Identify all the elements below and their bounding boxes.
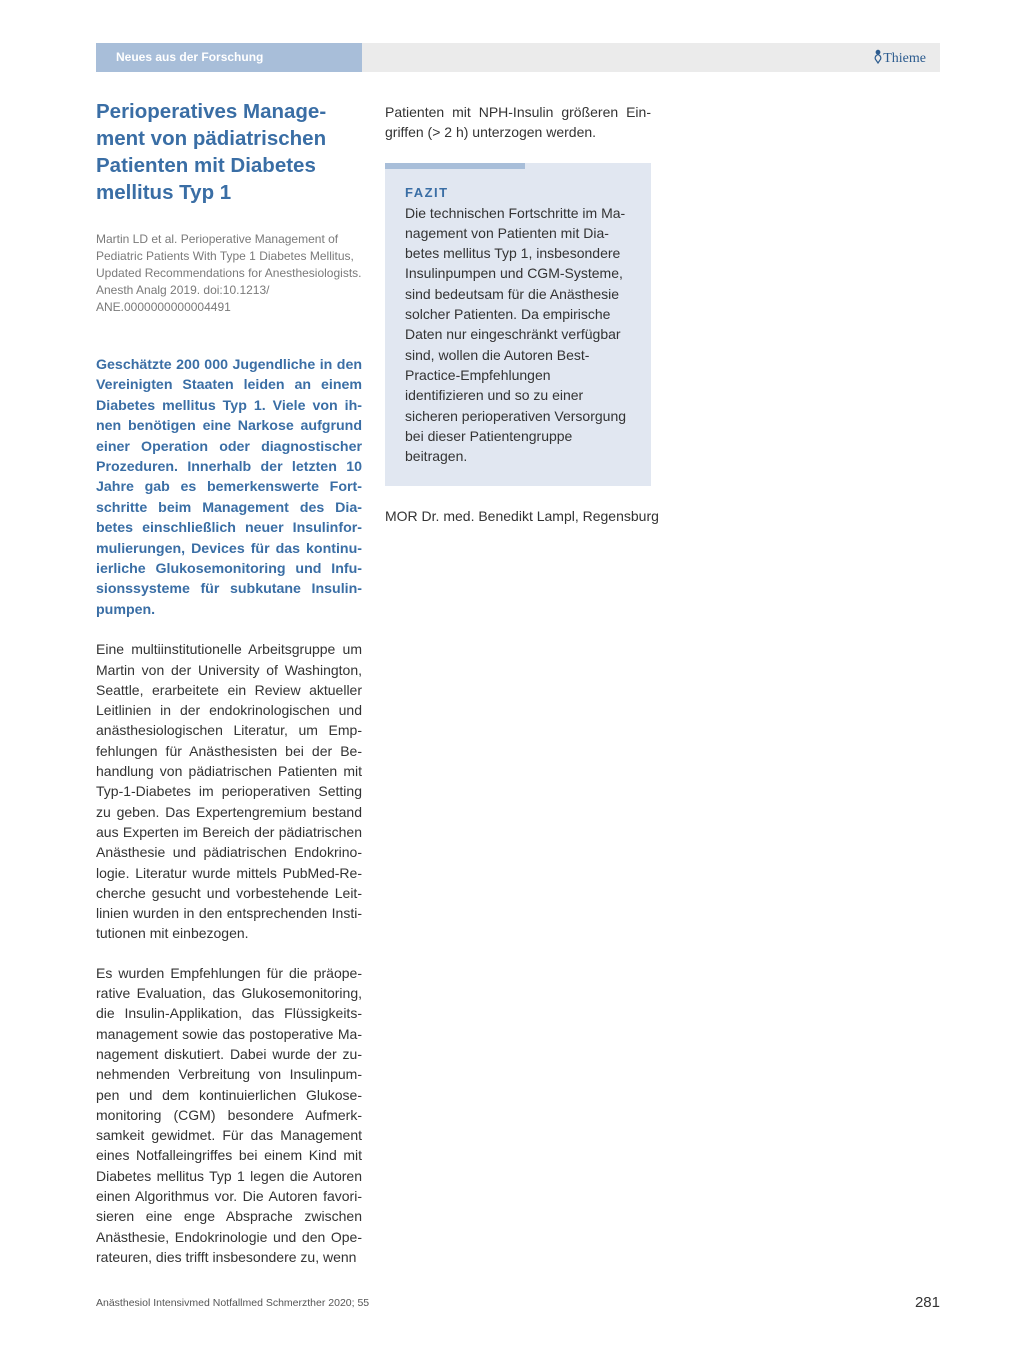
article-reference: Martin LD et al. Perioperative Management of Pediatric Patients With Type 1 Diabetes Mellitus, Updated Recommendations for Anesthesiologists. Anesth Analg 2019. doi:10.1213/ ANE.0000000000004491 xyxy=(96,232,362,314)
thieme-logo-icon xyxy=(873,49,883,64)
body-paragraph-3: Patienten mit NPH-Insulin größeren Eingriffen (> 2 h) unterzogen werden. xyxy=(385,104,651,141)
fazit-text: Die technischen Fortschritte im Management von Patienten mit Diabetes mellitus Typ 1, insbesondere Insulinpumpen und CGM-Systeme, sind bedeutsam für die Anästhesie solcher Patienten. Da empirische Daten nur eingeschränkt verfügbar sind, wollen die Autoren Best-Practice-Empfehlungen identifizieren und so zu einer sicheren perioperativen Versorgung bei dieser Patientengruppe beitragen. xyxy=(405,204,627,465)
section-tag: Neues aus der Forschung xyxy=(96,43,362,72)
body-paragraph-2: Es wurden Empfehlungen für die präoperative Evaluation, das Glukosemonitoring, die Insulin-Applikation, das Flüssigkeitsmanagement sowie das postoperative Management diskutiert. Dabei wurde der zunehmenden Verbreitung von Insulinpumpen und dem kontinuierlichen Glukosemonitoring (CGM) besondere Aufmerksamkeit gewidmet. Für das Management eines Notfalleingriffes bei einem Kind mit Diabetes mellitus Typ 1 legen die Autoren einen Algorithmus vor. Die Autoren favorisieren eine enge Absprache zwischen Anästhesie, Endokrinologie und den Operateuren, dies trifft insbesondere zu, wenn xyxy=(96,964,362,1265)
page-header xyxy=(96,43,940,72)
page-number: 281 xyxy=(914,1294,940,1311)
article-lead: Geschätzte 200 000 Jugendliche in den Vereinigten Staaten leiden an einem Diabetes mellitus Typ 1. Viele von ihnen benötigen eine Narkose aufgrund einer Operation oder diagnostischer Prozeduren. Innerhalb der letzten 10 Jahre gab es bemerkenswerte Fortschritte beim Management des Diabetes einschließlich neuer Insulinformulierungen, Devices für das kontinuierliche Glukosemonitoring und Infusionssysteme für subkutane Insulinpumpen. xyxy=(96,357,362,618)
fazit-accent-bar xyxy=(385,163,525,169)
left-column xyxy=(96,98,362,1281)
body-paragraph-1: Eine multiinstitutionelle Arbeitsgruppe um Martin von der University of Washington, Seattle, erarbeitete ein Review aktueller Leitlinien in der endokrinologischen und anästhesiologischen Literatur, um Empfehlungen für Anästhesisten bei der Behandlung von pädiatrischen Patienten mit Typ-1-Diabetes im perioperativen Setting zu geben. Das Expertengremium bestand aus Experten im Bereich der pädiatrischen Anästhesie und pädiatrischen Endokrinologie. Literatur wurde mittels PubMed-Recherche gesucht und vorbestehende Leitlinien wurden in den entsprechenden Institutionen mit einbezogen. xyxy=(96,641,362,942)
fazit-label: FAZIT xyxy=(405,184,449,200)
publisher-name: Thieme xyxy=(883,51,926,66)
fazit-box xyxy=(385,163,651,487)
right-column xyxy=(385,102,659,526)
publisher-logo xyxy=(873,43,926,72)
author-line: MOR Dr. med. Benedikt Lampl, Regensburg xyxy=(385,508,659,525)
article-title: Perioperatives Management von pädiatrischen Patienten mit Diabetes mellitus Typ 1 xyxy=(96,100,327,204)
journal-citation: Anästhesiol Intensivmed Notfallmed Schmerzther 2020; 55 xyxy=(96,1297,370,1309)
